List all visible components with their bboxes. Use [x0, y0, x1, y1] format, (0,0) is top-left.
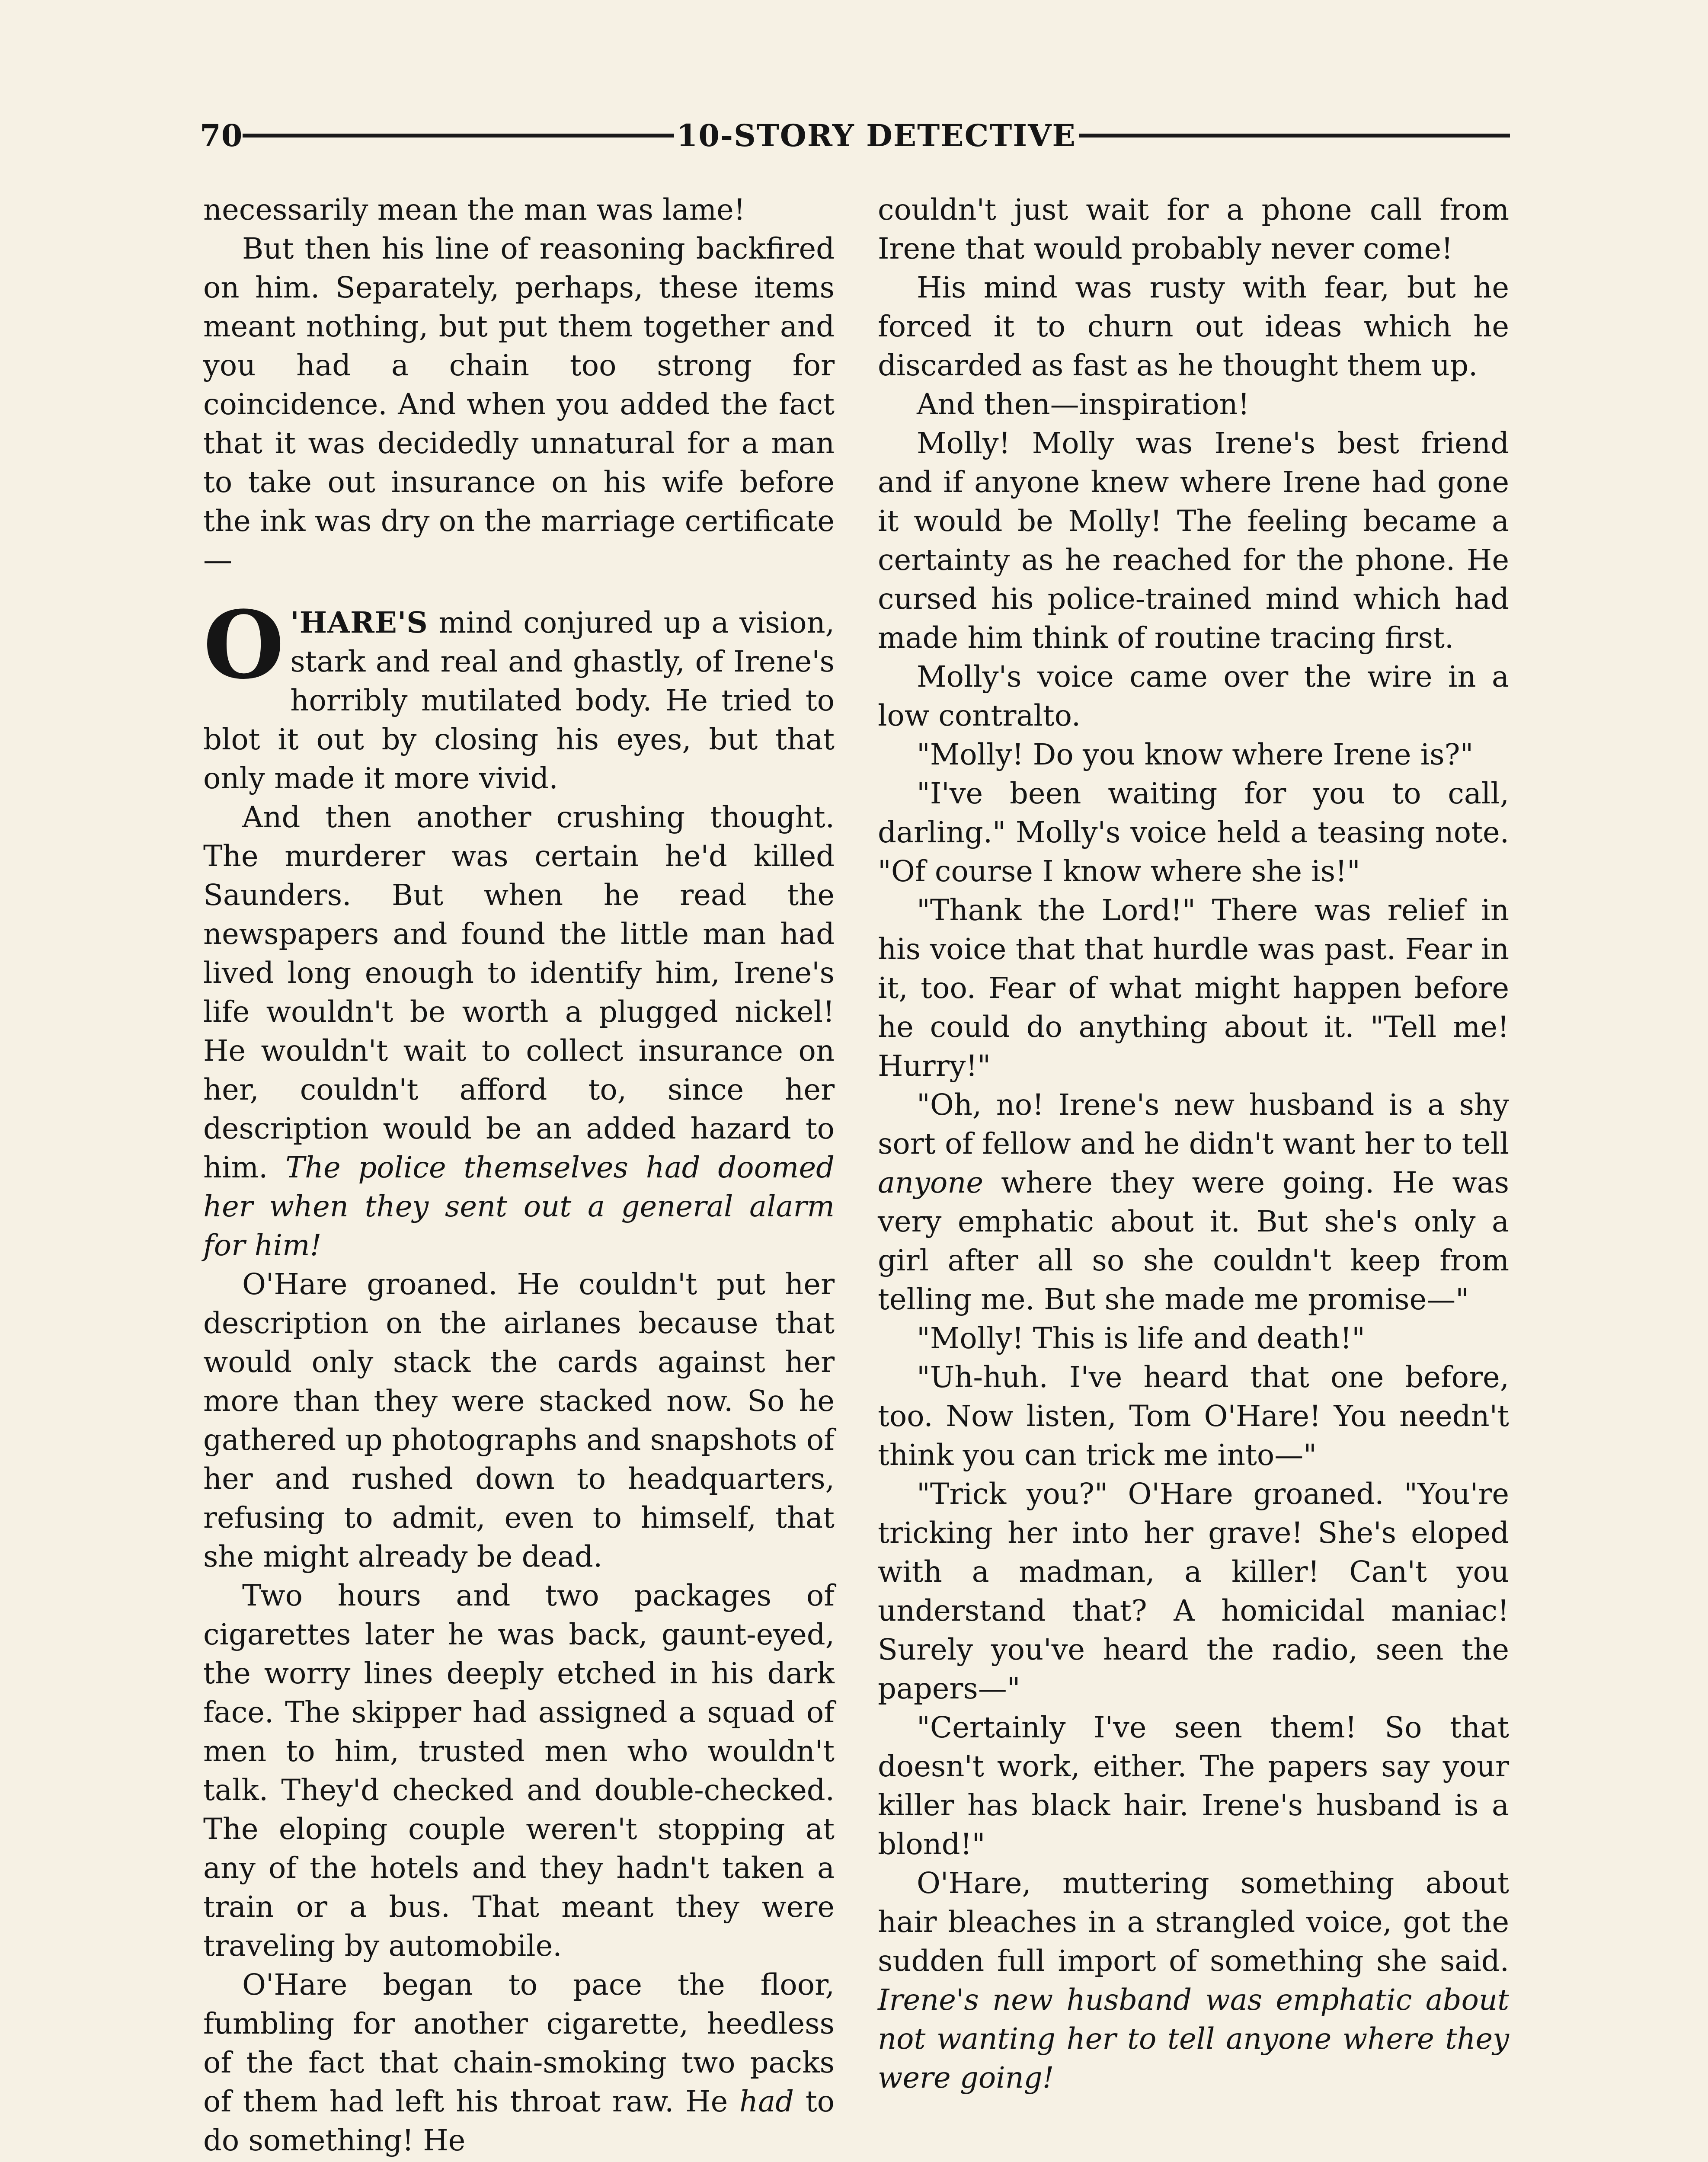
paragraph-text: And then another crushing thought. The murderer was certain he'd killed Saunders. But when he read the newspapers and found the little man had lived long enough to identify him, Irene's life wouldn't be worth a plugged nickel! He wouldn't wait to collect insurance on her, couldn't afford to, since her description would be an added hazard to him. [203, 800, 835, 1184]
italic-text: The police themselves had doomed her when they sent out a general alarm for him! [203, 1151, 835, 1262]
paragraph: His mind was rusty with fear, but he forced it to churn out ideas which he discarded as fast as he thought them up. [878, 271, 1509, 382]
header-rule-left [243, 134, 674, 138]
paragraph: "Molly! Do you know where Irene is?" [917, 738, 1474, 771]
paragraph: couldn't just wait for a phone call from Irene that would probably never come! [878, 193, 1509, 265]
paragraph [203, 1965, 835, 2160]
left-column [203, 190, 835, 2160]
paragraph: "Molly! This is life and death!" [917, 1321, 1365, 1355]
magazine-title: 10-STORY DETECTIVE [676, 117, 1076, 154]
paragraph-text: O'Hare began to pace the floor, fumbling for another cigarette, heedless of the fact that chain-smoking two packs of them had left his throat raw. He [203, 1968, 835, 2118]
paragraph-text: to do something! He [203, 2085, 835, 2157]
paragraph: "Thank the Lord!" There was relief in his voice that that hurdle was past. Fear in it, too. Fear of what might happen before he could do anything about it. "Tell me! Hurry!" [878, 893, 1509, 1083]
lead-word: 'HARE'S [290, 605, 428, 640]
paragraph-text: where they were going. He was very emphatic about it. But she's only a girl after all so she couldn't keep from telling me. But she made me promise—" [878, 1166, 1509, 1316]
paragraph [878, 1085, 1509, 1319]
italic-text: had [739, 2085, 794, 2118]
paragraph-dropcap [203, 590, 835, 798]
paragraph: O'Hare groaned. He couldn't put her description on the airlanes because that would only stack the cards against her more than they were stacked now. So he gathered up photographs and snapshots of her and rushed down to headquarters, refusing to admit, even to himself, that she might already be dead. [203, 1267, 835, 1574]
paragraph: "Uh-huh. I've heard that one before, too. Now listen, Tom O'Hare! You needn't think you can trick me into—" [878, 1360, 1509, 1472]
paragraph: "Certainly I've seen them! So that doesn't work, either. The papers say your killer has black hair. Irene's husband is a blond!" [878, 1711, 1509, 1861]
paragraph [878, 1864, 1509, 2097]
paragraph [203, 798, 835, 1265]
paragraph: Molly! Molly was Irene's best friend and if anyone knew where Irene had gone it would be Molly! The feeling became a certainty as he reached for the phone. He cursed his police-trained mind which had made him think of routine tracing first. [878, 426, 1509, 655]
header-rule-right [1079, 134, 1510, 138]
paragraph: But then his line of reasoning backfired on him. Separately, perhaps, these items meant nothing, but put them together and you had a chain too strong for coincidence. And when you added the fact that it was decidedly unnatural for a man to take out insurance on his wife before the ink was dry on the marriage certificate— [203, 232, 835, 577]
paragraph-text: "Oh, no! Irene's new husband is a shy sort of fellow and he didn't want her to tell [878, 1088, 1509, 1161]
drop-cap-letter: O [203, 590, 285, 700]
italic-text: Irene's new husband was emphatic about not wanting her to tell anyone where they were going! [878, 1983, 1509, 2095]
paragraph: Molly's voice came over the wire in a low contralto. [878, 660, 1509, 732]
paragraph: "Trick you?" O'Hare groaned. "You're tricking her into her grave! She's eloped with a madman, a killer! Can't you understand that? A homicidal maniac! Surely you've heard the radio, seen the papers—" [878, 1477, 1509, 1705]
paragraph: necessarily mean the man was lame! [203, 193, 745, 227]
page-header [200, 112, 1510, 159]
right-column [878, 190, 1509, 2097]
paragraph-text: mind conjured up a vision, stark and real and ghastly, of Irene's horribly mutilated body. He tried to blot it out by closing his eyes, but that only made it more vivid. [203, 606, 835, 795]
italic-text: anyone [878, 1166, 984, 1199]
page-number: 70 [200, 117, 243, 154]
paragraph: And then—inspiration! [917, 387, 1250, 421]
paragraph-text: O'Hare, muttering something about hair bleaches in a strangled voice, got the sudden full import of something she said. [878, 1866, 1509, 1978]
paragraph: Two hours and two packages of cigarettes later he was back, gaunt-eyed, the worry lines deeply etched in his dark face. The skipper had assigned a squad of men to him, trusted men who wouldn't talk. They'd checked and double-checked. The eloping couple weren't stopping at any of the hotels and they hadn't taken a train or a bus. That meant they were traveling by automobile. [203, 1579, 835, 1963]
paragraph: "I've been waiting for you to call, darling." Molly's voice held a teasing note. "Of course I know where she is!" [878, 777, 1509, 888]
